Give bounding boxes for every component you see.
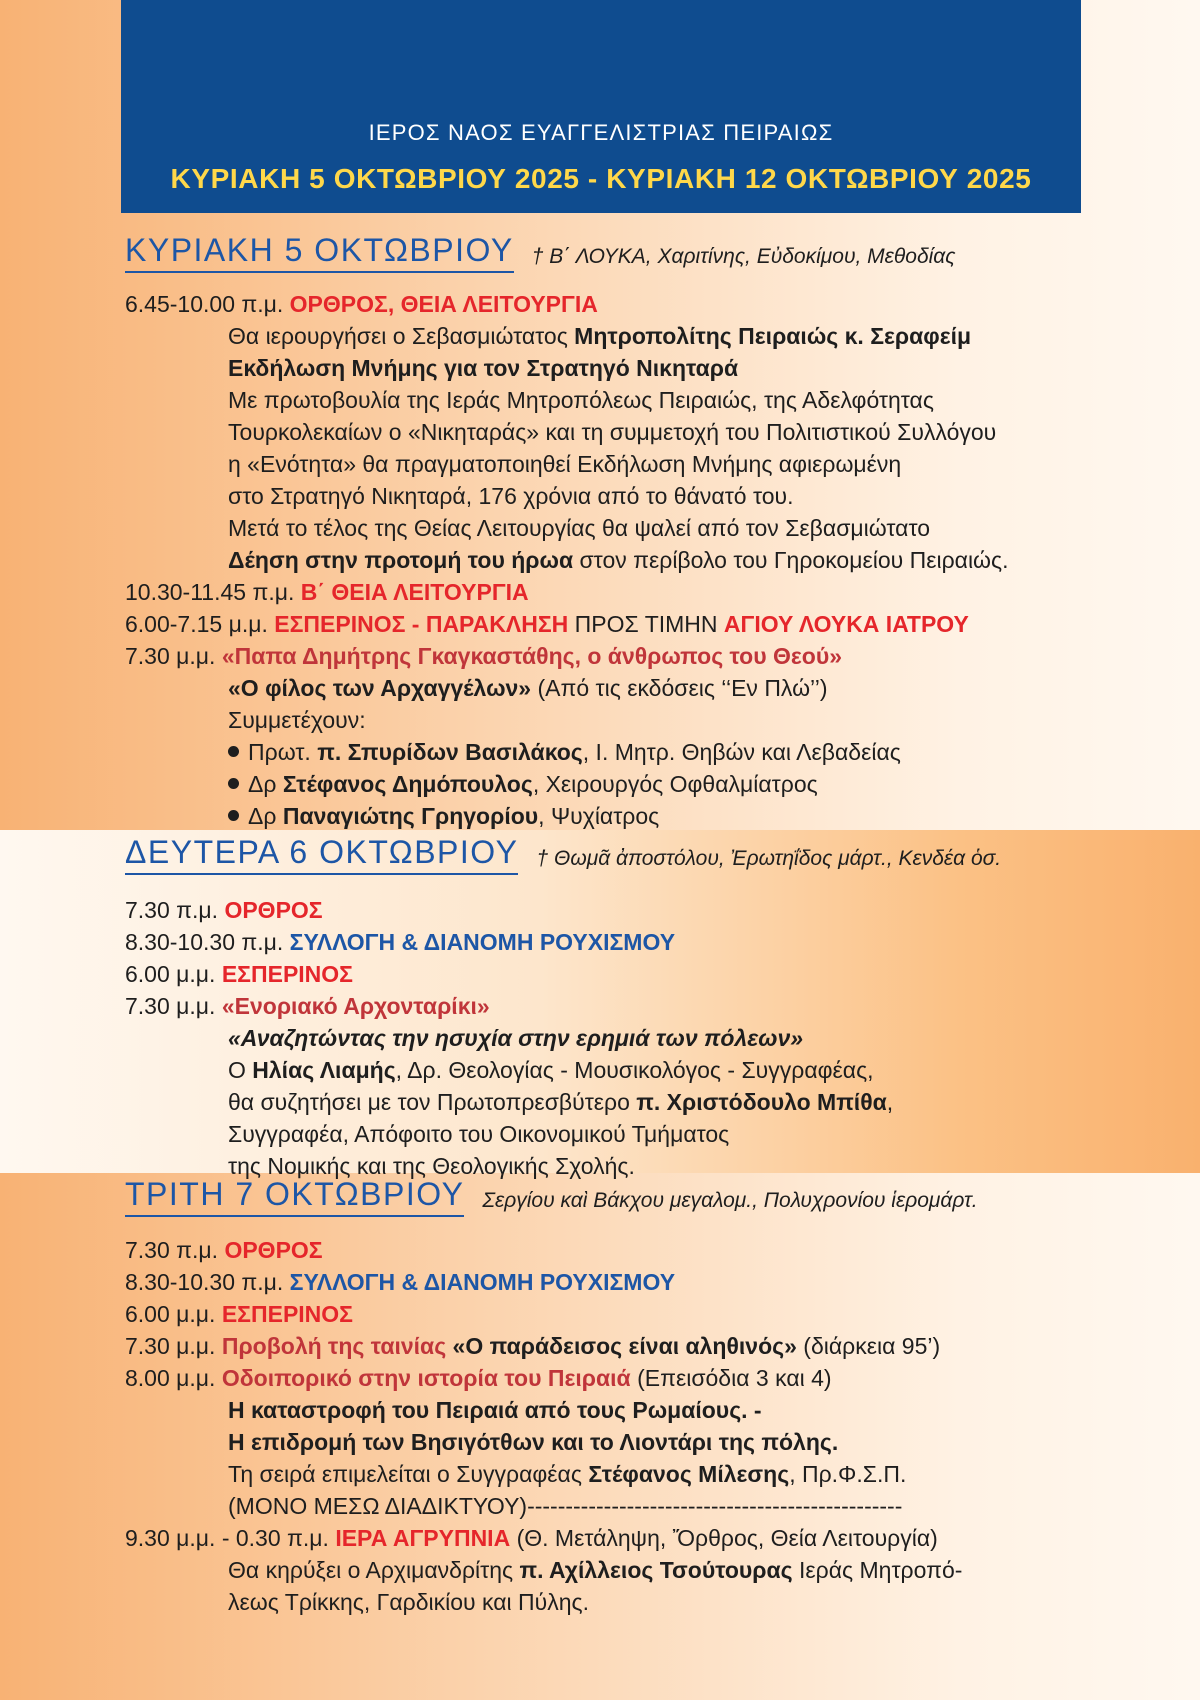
schedule-line	[125, 1298, 1125, 1330]
description-line: της Νομικής και της Θεολογικής Σχολής.	[228, 1153, 635, 1179]
speaker-name: π. Χριστόδουλο Μπίθα	[636, 1089, 887, 1115]
event-title: ΣΥΛΛΟΓΗ & ΔΙΑΝΟΜΗ ΡΟΥΧΙΣΜΟΥ	[289, 929, 676, 955]
description-line: Συγγραφέα, Απόφοιτο του Οικονομικού Τμήματος	[228, 1121, 730, 1147]
schedule-line	[125, 990, 1125, 1022]
description-line: Με πρωτοβουλία της Ιεράς Μητροπόλεως Πειραιώς, της Αδελφότητας	[228, 387, 934, 413]
description-line	[125, 1054, 1125, 1086]
schedule-line	[125, 958, 1125, 990]
description-line	[125, 320, 1125, 352]
saints-of-day: † Β΄ ΛΟΥΚΑ, Χαριτίνης, Εὐδοκίμου, Μεθοδίας	[531, 245, 956, 268]
schedule-line	[125, 1362, 1125, 1394]
description-line: θα συζητήσει με τον Πρωτοπρεσβύτερο π. Χριστόδουλο Μπίθα,	[228, 1089, 894, 1115]
schedule-line	[125, 1522, 1125, 1554]
text: , Πρ.Φ.Σ.Π.	[789, 1461, 907, 1487]
text: , Ι. Μητρ. Θηβών και Λεβαδείας	[582, 739, 901, 765]
schedule-line	[125, 1266, 1125, 1298]
text: , Δρ. Θεολογίας - Μουσικολόγος - Συγγραφέας,	[395, 1057, 874, 1083]
description-line: στο Στρατηγό Νικηταρά, 176 χρόνια από το θάνατό του.	[228, 483, 794, 509]
day-title: ΤΡΙΤΗ 7 ΟΚΤΩΒΡΙΟΥ	[125, 1176, 464, 1217]
participant-item	[125, 800, 1125, 832]
description-line: η «Ενότητα» θα πραγματοποιηθεί Εκδήλωση Μνήμης αφιερωμένη	[228, 451, 902, 477]
participant-name: π. Σπυρίδων Βασιλάκος	[317, 739, 583, 765]
event-title: ΕΣΠΕΡΙΝΟΣ - ΠΑΡΑΚΛΗΣΗ	[274, 611, 569, 637]
time: 8.30-10.30 π.μ.	[125, 1269, 290, 1295]
day-title: ΔΕΥΤΕΡΑ 6 ΟΚΤΩΒΡΙΟΥ	[125, 834, 518, 875]
event-title: ΟΡΘΡΟΣ	[224, 897, 323, 923]
day-section-monday	[125, 834, 1125, 1182]
day-header	[125, 1176, 1125, 1222]
event-title: ΣΥΛΛΟΓΗ & ΔΙΑΝΟΜΗ ΡΟΥΧΙΣΜΟΥ	[289, 1269, 676, 1295]
description-line: Συμμετέχουν:	[228, 707, 366, 733]
bullet-icon	[228, 746, 239, 757]
text: Δρ	[248, 771, 283, 797]
text: Τη σειρά επιμελείται ο Συγγραφέας	[228, 1461, 589, 1487]
day-title: ΚΥΡΙΑΚΗ 5 ΟΚΤΩΒΡΙΟΥ	[125, 232, 514, 273]
schedule-line	[125, 1234, 1125, 1266]
schedule-line	[125, 576, 1125, 608]
event-title: ΙΕΡΑ ΑΓΡΥΠΝΙΑ	[335, 1525, 511, 1551]
church-title: ΙΕΡΟΣ ΝΑΟΣ ΕΥΑΓΓΕΛΙΣΤΡΙΑΣ ΠΕΙΡΑΙΩΣ	[368, 120, 834, 145]
text: Ιεράς Μητροπό-	[792, 1557, 963, 1583]
time: 6.00-7.15 μ.μ.	[125, 611, 275, 637]
text: (διάρκεια 95’)	[796, 1333, 941, 1359]
text: θα συζητήσει με τον Πρωτοπρεσβύτερο	[228, 1089, 637, 1115]
description-line: Η καταστροφή του Πειραιά από τους Ρωμαίους. -	[228, 1397, 762, 1423]
event-title: Οδοιπορικό στην ιστορία του Πειραιά	[221, 1365, 631, 1391]
schedule-line	[125, 640, 1125, 672]
event-title: «Παπα Δημήτρης Γκαγκαστάθης, ο άνθρωπος του Θεού»	[221, 643, 843, 669]
event-title: ΟΡΘΡΟΣ	[224, 1237, 323, 1263]
time: 8.30-10.30 π.μ.	[125, 929, 290, 955]
event-title: Β΄ ΘΕΙΑ ΛΕΙΤΟΥΡΓΙΑ	[300, 579, 529, 605]
time: 7.30 π.μ.	[125, 1237, 225, 1263]
saints-of-day: † Θωμᾶ ἀποστόλου, Ἐρωτηΐδος μάρτ., Κενδέα ὁσ.	[536, 847, 1002, 870]
text: Δρ	[248, 803, 283, 829]
participant-name: Στέφανος Δημόπουλος	[282, 771, 533, 797]
speaker-name: Ηλίας Λιαμής	[252, 1057, 396, 1083]
description-line	[125, 544, 1125, 576]
event-title: ΑΓΙΟΥ ΛΟΥΚΑ ΙΑΤΡΟΥ	[723, 611, 969, 637]
description-line	[125, 1554, 1125, 1586]
schedule-line	[125, 288, 1125, 320]
description-line: Μετά το τέλος της Θείας Λειτουργίας θα ψαλεί από τον Σεβασμιώτατο	[228, 515, 930, 541]
author-name: Στέφανος Μίλεσης	[588, 1461, 790, 1487]
preacher-name: π. Αχίλλειος Τσούτουρας	[519, 1557, 793, 1583]
time: 7.30 μ.μ.	[125, 643, 222, 669]
participant-name: Παναγιώτης Γρηγορίου	[282, 803, 539, 829]
description-line: λεως Τρίκκης, Γαρδικίου και Πύλης.	[228, 1589, 589, 1615]
description-line: «Αναζητώντας την ησυχία στην ερημιά των πόλεων»	[228, 1025, 804, 1051]
saints-of-day: Σεργίου καὶ Βάκχου μεγαλομ., Πολυχρονίου ἱερομάρτ.	[482, 1189, 978, 1212]
film-title: «Ο παράδεισος είναι αληθινός»	[446, 1333, 797, 1359]
celebrant-name: Μητροπολίτης Πειραιώς κ. Σεραφείμ	[574, 323, 972, 349]
time: 7.30 μ.μ.	[125, 1333, 222, 1359]
time: 6.45-10.00 π.μ.	[125, 291, 290, 317]
description-line	[125, 672, 1125, 704]
page-header	[121, 0, 1081, 213]
text: ΠΡΟΣ ΤΙΜΗΝ	[568, 611, 724, 637]
text: (Επεισόδια 3 και 4)	[630, 1365, 832, 1391]
time: 7.30 μ.μ.	[125, 993, 222, 1019]
schedule-line	[125, 608, 1125, 640]
event-title: Προβολή της ταινίας	[221, 1333, 447, 1359]
day-header	[125, 232, 1125, 278]
text: Ο	[228, 1057, 253, 1083]
event-title: ΟΡΘΡΟΣ, ΘΕΙΑ ΛΕΙΤΟΥΡΓΙΑ	[289, 291, 598, 317]
day-section-tuesday	[125, 1176, 1125, 1618]
description-line: Τουρκολεκαίων ο «Νικηταράς» και τη συμμετοχή του Πολιτιστικού Συλλόγου	[228, 419, 997, 445]
book-title: «Ο φίλος των Αρχαγγέλων»	[228, 675, 532, 701]
description-line	[125, 1458, 1125, 1490]
text: Πρωτ.	[248, 739, 318, 765]
text: (Θ. Μετάληψη, Ὄρθρος, Θεία Λειτουργία)	[510, 1525, 938, 1551]
description-line: Εκδήλωση Μνήμης για τον Στρατηγό Νικηταρά	[228, 355, 739, 381]
participant-item	[125, 736, 1125, 768]
time: 6.00 μ.μ.	[125, 961, 222, 987]
text: στον περίβολο του Γηροκομείου Πειραιώς.	[573, 547, 1009, 573]
text: , Ψυχίατρος	[538, 803, 660, 829]
event-title: ΕΣΠΕΡΙΝΟΣ	[221, 961, 353, 987]
time: 10.30-11.45 π.μ.	[125, 579, 301, 605]
description-line: Η επιδρομή των Βησιγότθων και το Λιοντάρι της πόλης.	[228, 1429, 839, 1455]
day-section-sunday	[125, 232, 1125, 832]
time: 9.30 μ.μ. - 0.30 π.μ.	[125, 1525, 336, 1551]
bullet-icon	[228, 810, 239, 821]
schedule-line	[125, 926, 1125, 958]
schedule-line	[125, 1330, 1125, 1362]
time: 7.30 π.μ.	[125, 897, 225, 923]
schedule-line	[125, 894, 1125, 926]
event-title: ΕΣΠΕΡΙΝΟΣ	[221, 1301, 353, 1327]
text-bold: Δέηση στην προτομή του ήρωα	[228, 547, 574, 573]
text: Θα ιερουργήσει ο Σεβασμιώτατος	[228, 323, 575, 349]
text: (Από τις εκδόσεις ‘‘Εν Πλώ’’)	[531, 675, 828, 701]
time: 8.00 μ.μ.	[125, 1365, 222, 1391]
text: , Χειρουργός Οφθαλμίατρος	[532, 771, 818, 797]
event-title: «Ενοριακό Αρχονταρίκι»	[221, 993, 490, 1019]
time: 6.00 μ.μ.	[125, 1301, 222, 1327]
participant-item	[125, 768, 1125, 800]
week-dates: ΚΥΡΙΑΚΗ 5 ΟΚΤΩΒΡΙΟΥ 2025 - ΚΥΡΙΑΚΗ 12 ΟΚΤΩΒΡΙΟΥ 2025	[170, 163, 1032, 194]
day-header	[125, 834, 1125, 880]
bullet-icon	[228, 778, 239, 789]
text: Θα κηρύξει ο Αρχιμανδρίτης	[228, 1557, 520, 1583]
description-line: (ΜΟΝΟ ΜΕΣΩ ΔΙΑΔΙΚΤΥΟΥ)-------------------------------------------------	[228, 1493, 903, 1519]
